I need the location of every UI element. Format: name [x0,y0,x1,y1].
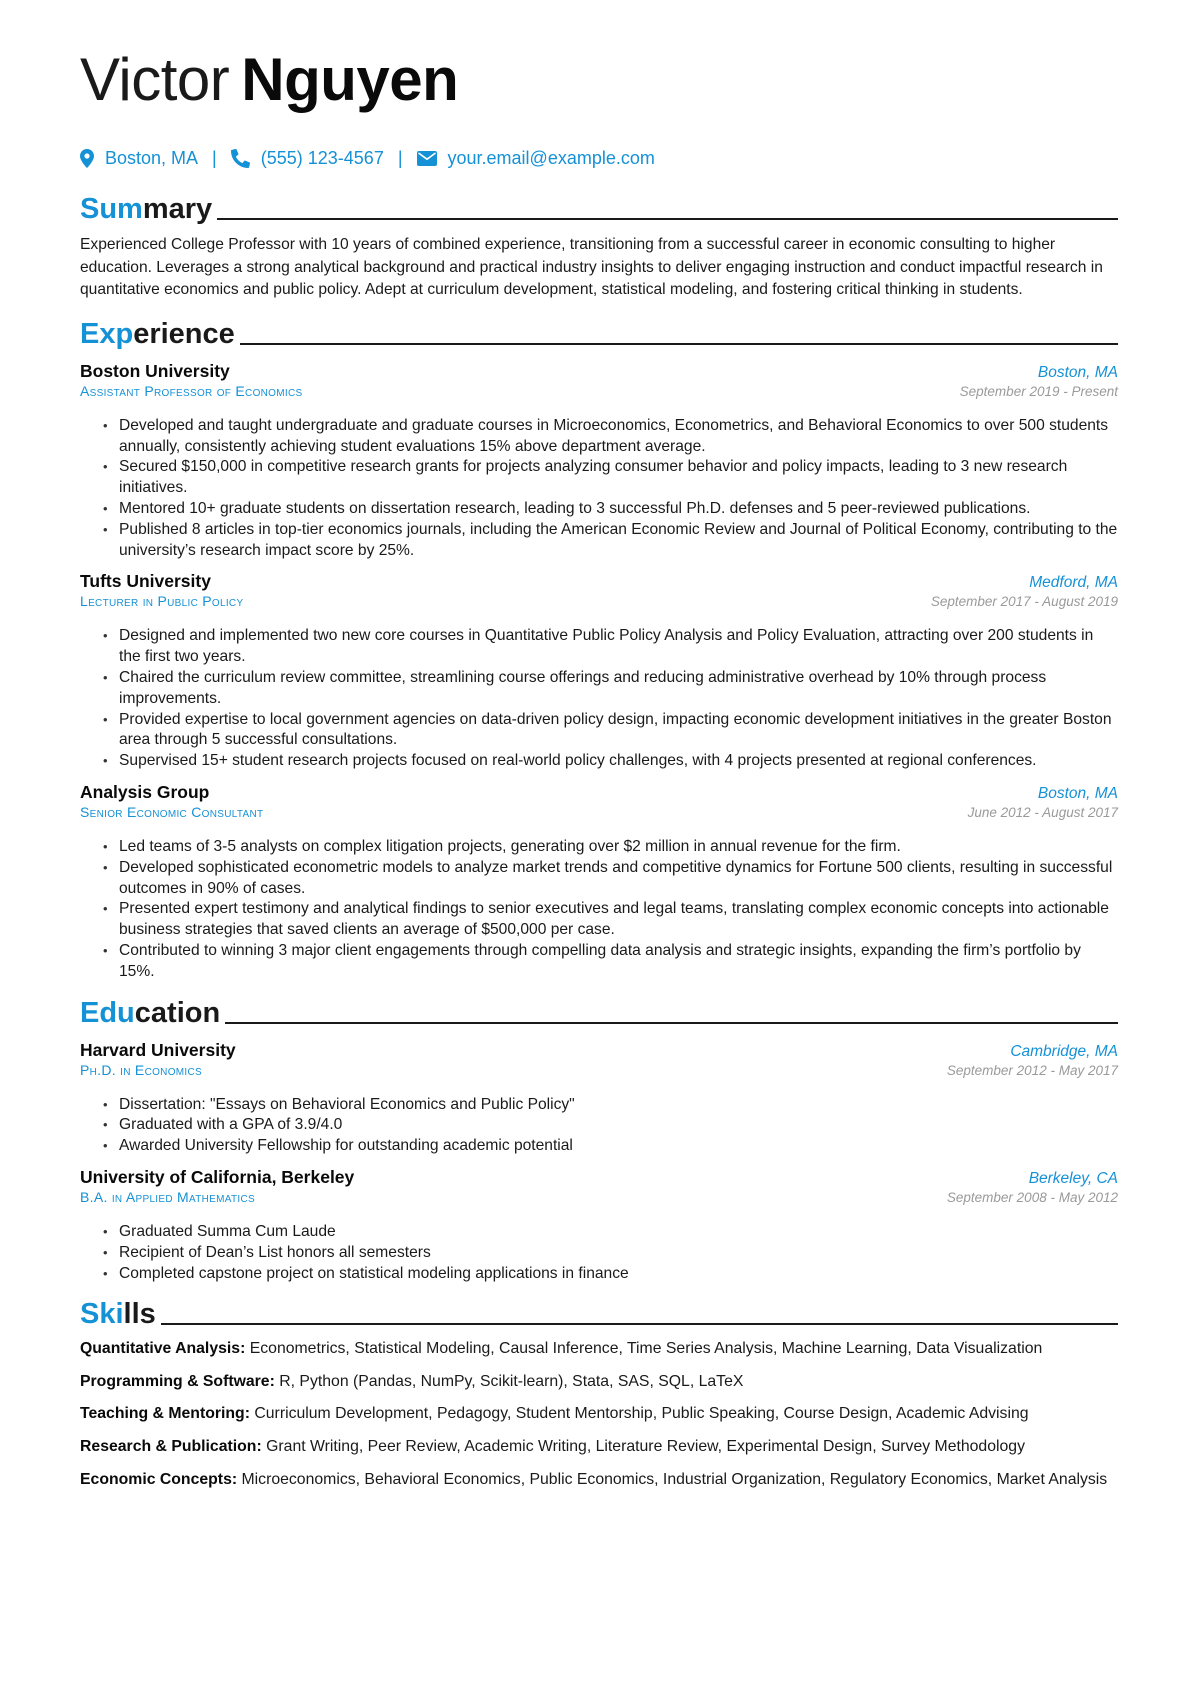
entry-role: Lecturer in Public Policy [80,593,244,610]
entry-bullets [80,416,1118,562]
entry-dates: September 2017 - August 2019 [930,594,1118,610]
skill-label: Quantitative Analysis: [80,1340,246,1358]
entry-bullets [80,626,1118,772]
entry-location: Medford, MA [1029,574,1118,592]
list-item: • Secured $150,000 in competitive research grants for projects analyzing consumer behavior and policy impacts, leading to 3 new research initiatives. [119,457,1118,499]
section-rule [217,218,1118,220]
entry-dates: September 2008 - May 2012 [946,1189,1118,1205]
list-item: • Supervised 15+ student research projects focused on real-world policy challenges, with 4 projects presented at regional conferences. [119,751,1118,772]
list-item: • Completed capstone project on statistical modeling applications in finance [119,1264,1118,1285]
list-item: • Recipient of Dean’s List honors all semesters [119,1243,1118,1264]
skill-label: Research & Publication: [80,1438,262,1456]
skill-value: R, Python (Pandas, NumPy, Scikit-learn), Stata, SAS, SQL, LaTeX [279,1372,744,1390]
map-marker-icon [80,149,94,168]
list-item: • Contributed to winning 3 major client engagements through compelling data analysis and strategic insights, expanding the firm’s portfolio by 15%. [119,941,1118,983]
list-item: • Published 8 articles in top-tier economics journals, including the American Economic Review and Journal of Political Economy, contributing to the university’s research impact score by 25%. [119,520,1118,562]
list-item: • Provided expertise to local government agencies on data-driven policy design, impacting economic development initiatives in the greater Boston area through 5 successful consultations. [119,710,1118,752]
entry-dates: September 2019 - Present [959,383,1118,399]
education-entry [80,1040,1118,1157]
envelope-icon [417,151,437,166]
skill-label: Teaching & Mentoring: [80,1405,250,1423]
experience-title: Experience [80,317,235,350]
contact-separator: | [212,147,217,168]
skill-value: Grant Writing, Peer Review, Academic Writing, Literature Review, Experimental Design, Survey Methodology [266,1438,1025,1456]
first-name: Victor [80,46,230,113]
experience-entry [80,361,1118,562]
skills-list [80,1338,1118,1491]
education-entry [80,1167,1118,1284]
skill-value: Curriculum Development, Pedagogy, Student Mentorship, Public Speaking, Course Design, Academic Advising [254,1405,1029,1423]
education-title: Education [80,996,221,1029]
list-item: • Graduated Summa Cum Laude [119,1222,1118,1243]
list-item: • Developed sophisticated econometric models to analyze market trends and competitive dynamics for Fortune 500 clients, resulting in successful outcomes in 90% of cases. [119,858,1118,900]
list-item: • Chaired the curriculum review committee, streamlining course offerings and reducing administrative overhead by 10% through process improvements. [119,668,1118,710]
entry-dates: September 2012 - May 2017 [946,1062,1118,1078]
skill-label: Economic Concepts: [80,1470,238,1488]
entry-role: Ph.D. in Economics [80,1061,202,1078]
experience-entry [80,782,1118,983]
summary-title: Summary [80,193,213,225]
entry-location: Boston, MA [1037,363,1118,381]
skill-value: Econometrics, Statistical Modeling, Causal Inference, Time Series Analysis, Machine Learning, Data Visualization [249,1340,1043,1358]
entry-role: Senior Economic Consultant [80,803,264,820]
entry-organization: Harvard University [80,1039,236,1060]
list-item: • Graduated with a GPA of 3.9/4.0 [119,1115,1118,1136]
entry-location: Cambridge, MA [1010,1042,1118,1060]
skill-label: Programming & Software: [80,1372,275,1390]
skill-row [80,1403,1118,1426]
section-rule [240,343,1118,345]
skill-row [80,1338,1118,1361]
entry-bullets [80,837,1118,983]
entry-dates: June 2012 - August 2017 [967,804,1118,820]
phone-text: (555) 123-4567 [260,147,384,168]
entry-organization: University of California, Berkeley [80,1166,355,1187]
entry-bullets [80,1095,1118,1157]
resume-name [80,40,1118,120]
contact-phone[interactable] [231,148,384,169]
skills-title: Skills [80,1298,156,1331]
summary-text: Experienced College Professor with 10 years of combined experience, transitioning from a successful career in economic consulting to higher education. Leverages a strong analytical background and practical industry insights to deliver engaging instruction and conduct impactful research in quantitative economics and public policy. Adept at curriculum development, statistical modeling, and fostering critical thinking in students. [80,236,1103,299]
list-item: • Mentored 10+ graduate students on dissertation research, leading to 3 successful Ph.D. defenses and 5 peer-reviewed publications. [119,499,1118,520]
entry-location: Berkeley, CA [1028,1169,1118,1187]
skill-row [80,1436,1118,1459]
section-rule [161,1323,1118,1325]
location-text: Boston, MA [105,147,199,168]
skill-row [80,1469,1118,1492]
entry-role: Assistant Professor of Economics [80,382,303,399]
entry-role: B.A. in Applied Mathematics [80,1188,255,1205]
contact-email[interactable] [417,148,655,169]
experience-header [80,312,1118,350]
email-text: your.email@example.com [447,147,655,168]
entry-organization: Boston University [80,360,230,381]
list-item: • Led teams of 3-5 analysts on complex litigation projects, generating over $2 million in annual revenue for the firm. [119,837,1118,858]
summary-header [80,187,1118,225]
education-header [80,991,1118,1029]
last-name: Nguyen [241,46,459,113]
entry-organization: Analysis Group [80,781,210,802]
list-item: • Presented expert testimony and analytical findings to senior executives and legal teams, translating complex economic concepts into actionable business strategies that saved clients an average of $500,000 per case. [119,899,1118,941]
resume-page [80,40,1118,1501]
contact-line [80,145,1118,171]
list-item: • Dissertation: "Essays on Behavioral Economics and Public Policy" [119,1095,1118,1116]
contact-location [80,148,198,169]
section-rule [225,1022,1118,1024]
list-item: • Developed and taught undergraduate and graduate courses in Microeconomics, Econometrics, and Behavioral Economics to over 500 students annually, consistently achieving student evaluations 15% above department average. [119,416,1118,458]
skill-value: Microeconomics, Behavioral Economics, Public Economics, Industrial Organization, Regulatory Economics, Market Analysis [241,1470,1108,1488]
entry-location: Boston, MA [1037,784,1118,802]
skill-row [80,1371,1118,1394]
list-item: • Awarded University Fellowship for outstanding academic potential [119,1136,1118,1157]
experience-entry [80,571,1118,772]
phone-icon [231,149,250,168]
entry-bullets [80,1222,1118,1284]
list-item: • Designed and implemented two new core courses in Quantitative Public Policy Analysis and Policy Evaluation, attracting over 200 students in the first two years. [119,626,1118,668]
entry-organization: Tufts University [80,571,211,592]
skills-header [80,1292,1118,1330]
contact-separator: | [397,147,403,168]
